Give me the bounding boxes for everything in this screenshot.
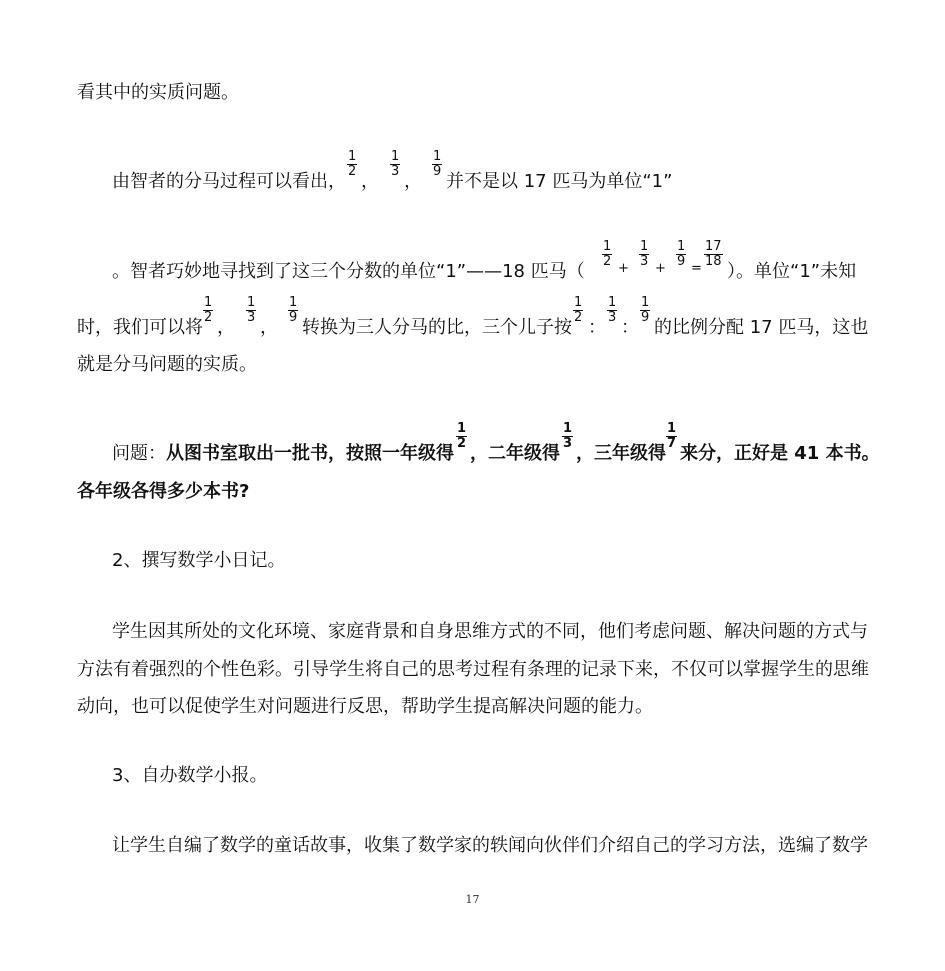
question-text: ，三年级得 — [576, 443, 666, 464]
ratio-colon: ： — [621, 317, 639, 338]
text-line: 看其中的实质问题。 — [77, 82, 239, 103]
fraction-one-ninth: $\frac{1}{9}$ — [433, 149, 442, 179]
fraction-one-third: $\frac{1}{3}$ — [563, 421, 573, 451]
plus-sign: + — [618, 261, 629, 276]
equals-sign: = — [691, 261, 702, 276]
text-line: 由智者的分马过程可以看出， — [112, 171, 346, 192]
fraction-one-third: $\frac{1}{3}$ — [247, 295, 256, 325]
text-line: 转换为三人分马的比，三个儿子按 — [302, 317, 572, 338]
question-text: 从图书室取出一批书，按照一年级得 — [166, 443, 454, 464]
fraction-one-third: $\frac{1}{3}$ — [640, 239, 649, 269]
separator: ， — [217, 317, 235, 338]
fraction-one-third: $\frac{1}{3}$ — [608, 295, 617, 325]
text-line: 学生因其所处的文化环境、家庭背景和自身思维方式的不同，他们考虑问题、解决问题的方式与 — [112, 621, 868, 642]
separator: ， — [404, 171, 422, 192]
text-line: 就是分马问题的实质。 — [77, 354, 257, 375]
fraction-one-seventh: $\frac{1}{7}$ — [667, 421, 677, 451]
question-text: ，二年级得 — [470, 443, 560, 464]
question-text: 各年级各得多少本书? — [77, 481, 250, 502]
fraction-one-half: $\frac{1}{2}$ — [204, 295, 213, 325]
text-line: 。智者巧妙地寻找到了这三个分数的单位“1”——18 匹马（ — [112, 261, 585, 282]
separator: ， — [260, 317, 278, 338]
fraction-one-third: $\frac{1}{3}$ — [391, 149, 400, 179]
fraction-one-ninth: $\frac{1}{9}$ — [677, 239, 686, 269]
text-line: ）。单位“1”未知 — [727, 261, 857, 282]
text-line: 让学生自编了数学的童话故事，收集了数学家的轶闻向伙伴们介绍自己的学习方法，选编了数学 — [112, 835, 868, 856]
fraction-one-ninth: $\frac{1}{9}$ — [289, 295, 298, 325]
ratio-colon: ： — [588, 317, 606, 338]
text-line: 的比例分配 17 匹马，这也 — [654, 317, 869, 338]
text-line: 时，我们可以将 — [77, 317, 203, 338]
question-text: 来分，正好是 41 本书。 — [680, 443, 880, 464]
text-line: 方法有着强烈的个性色彩。引导学生将自己的思考过程有条理的记录下来，不仅可以掌握学生的思维 — [77, 659, 869, 680]
fraction-one-half: $\frac{1}{2}$ — [457, 421, 467, 451]
fraction-one-half: $\frac{1}{2}$ — [574, 295, 583, 325]
fraction-one-half: $\frac{1}{2}$ — [348, 149, 357, 179]
section-heading: 2、撰写数学小日记。 — [112, 550, 286, 571]
text-line: 并不是以 17 匹马为单位“1” — [446, 171, 673, 192]
fraction-one-ninth: $\frac{1}{9}$ — [641, 295, 650, 325]
text-line: 动向，也可以促使学生对问题进行反思，帮助学生提高解决问题的能力。 — [77, 696, 653, 717]
question-label: 问题： — [112, 443, 166, 464]
separator: ， — [361, 171, 379, 192]
section-heading: 3、自办数学小报。 — [112, 765, 268, 786]
fraction-one-half: $\frac{1}{2}$ — [603, 239, 612, 269]
page-number: 17 — [465, 893, 480, 906]
fraction-seventeen-eighteenths: $\frac{17}{18}$ — [705, 239, 722, 269]
plus-sign: + — [655, 261, 666, 276]
